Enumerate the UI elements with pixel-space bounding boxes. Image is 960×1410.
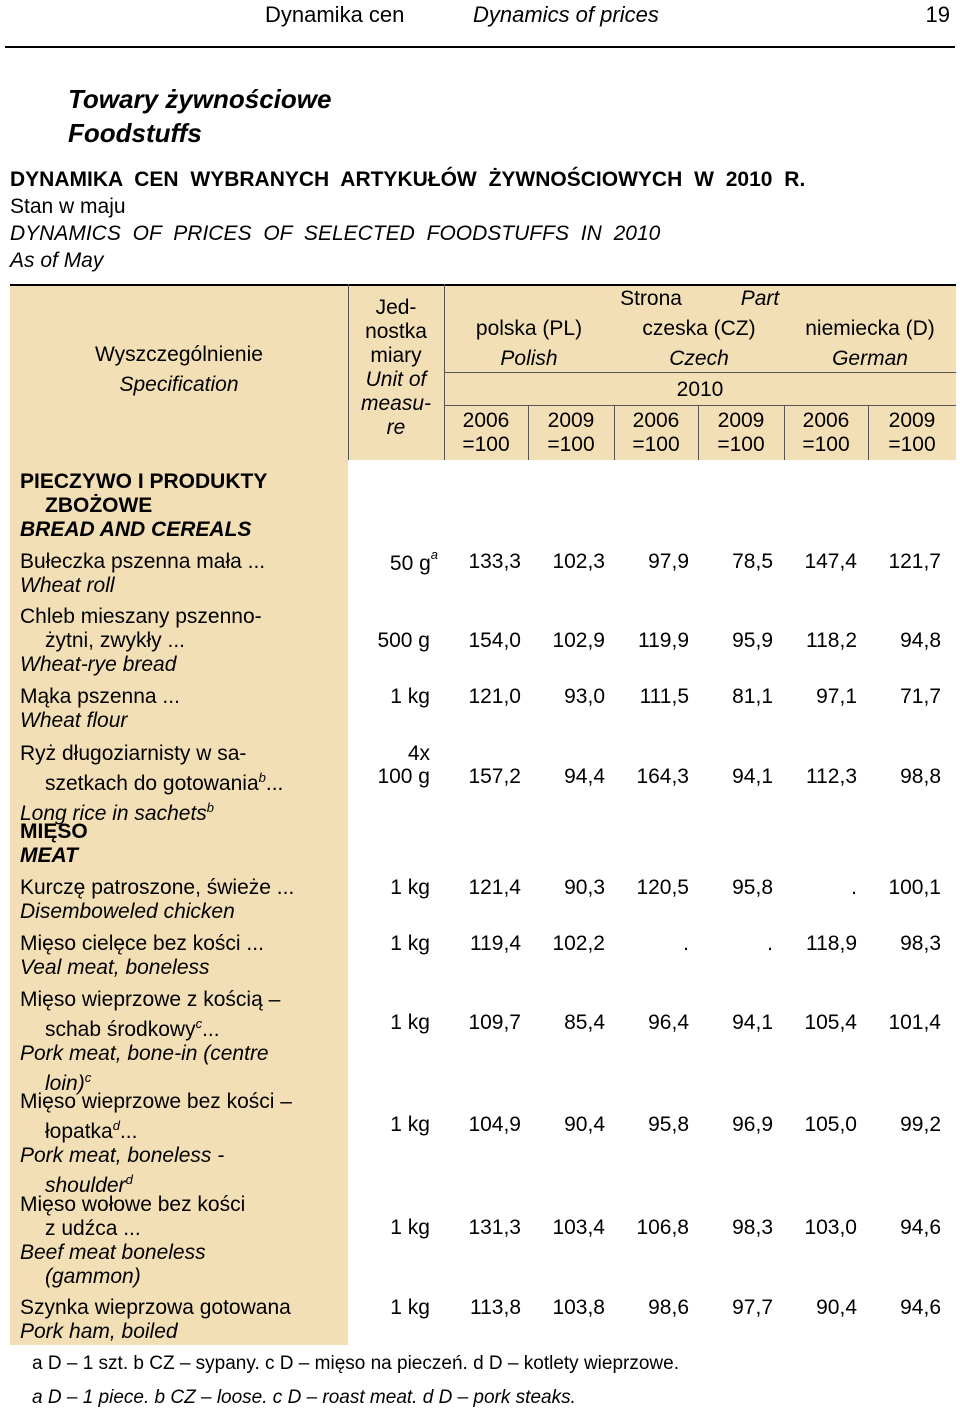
country-cz-label-en: Czech xyxy=(669,347,729,370)
index-value: 111,5 xyxy=(639,685,689,708)
index-value: 94,1 xyxy=(732,765,773,788)
row-label xyxy=(20,932,340,980)
group-heading-en: BREAD AND CEREALS xyxy=(20,518,252,541)
unit-cell xyxy=(360,547,438,576)
row-label-pl-text: Chleb mieszany pszenno- xyxy=(20,605,262,628)
index-value: 133,3 xyxy=(468,550,521,573)
row-label-en-text: Disemboweled chicken xyxy=(20,900,235,923)
row-label-pl-text: Ryż długoziarnisty w sa- xyxy=(20,742,247,765)
footnote-marker: a xyxy=(430,547,438,562)
country-pl-label: polska (PL) xyxy=(475,317,583,340)
unit-cell: 4x xyxy=(407,742,430,765)
header-base-rule xyxy=(444,405,956,406)
index-value: 103,8 xyxy=(552,1296,605,1319)
row-label xyxy=(20,685,340,733)
index-value: 147,4 xyxy=(804,550,857,573)
unit-value: 500 g xyxy=(377,629,430,652)
row-label-pl xyxy=(20,550,340,574)
row-label-pl-text: żytni, zwykły ... xyxy=(45,629,186,652)
country-header-cz xyxy=(614,317,784,371)
footnote-marker: b xyxy=(206,800,215,815)
row-label-en xyxy=(20,1265,340,1289)
unit-cell xyxy=(348,932,430,956)
row-label xyxy=(20,550,340,598)
country-cz-label: czeska (CZ) xyxy=(642,317,756,340)
index-value: 121,0 xyxy=(468,685,521,708)
index-value: 120,5 xyxy=(636,876,689,899)
row-label xyxy=(20,876,340,924)
unit-cell xyxy=(348,1216,430,1240)
unit-header-pl-line: miary xyxy=(370,344,422,367)
base-header xyxy=(528,409,614,457)
base-header xyxy=(444,409,528,457)
index-value: 119,4 xyxy=(470,932,521,955)
leader-dots: ... xyxy=(202,1018,220,1041)
index-value: . xyxy=(683,932,689,955)
table-subtitle-pl: Stan w maju xyxy=(10,195,126,218)
row-label-en xyxy=(20,956,340,980)
row-label-en-text: Veal meat, boneless xyxy=(20,956,210,979)
index-value: 94,1 xyxy=(732,1011,773,1034)
index-value: 105,0 xyxy=(804,1113,857,1136)
index-value: 102,2 xyxy=(552,932,605,955)
index-value: 102,3 xyxy=(552,550,605,573)
index-value: 95,8 xyxy=(732,876,773,899)
index-value: 102,9 xyxy=(552,629,605,652)
table-title xyxy=(10,166,805,274)
section-title-en: Foodstuffs xyxy=(68,118,202,148)
section-title-pl: Towary żywnościowe xyxy=(68,84,332,114)
row-label-pl xyxy=(20,876,340,900)
row-label xyxy=(20,1090,340,1198)
index-value: 101,4 xyxy=(888,1011,941,1034)
header-year-rule xyxy=(444,372,956,373)
row-label-pl xyxy=(20,1217,340,1241)
index-value: 90,4 xyxy=(816,1296,857,1319)
row-label-pl xyxy=(20,1114,340,1144)
base-index: =100 xyxy=(632,433,680,456)
index-value: 71,7 xyxy=(900,685,941,708)
row-label-en-text: shoulder xyxy=(45,1174,126,1197)
row-label-en-text: Long rice in sachets xyxy=(20,802,207,825)
index-value: 96,9 xyxy=(732,1113,773,1136)
index-value: 81,1 xyxy=(732,685,773,708)
index-value: 105,4 xyxy=(804,1011,857,1034)
row-label-pl xyxy=(20,1090,340,1114)
footnote-marker: b xyxy=(258,770,266,785)
index-value: 131,3 xyxy=(468,1216,521,1239)
base-index: =100 xyxy=(802,433,850,456)
row-label-pl xyxy=(20,685,340,709)
base-header xyxy=(698,409,784,457)
row-label-en-text: Pork ham, boiled xyxy=(20,1320,178,1343)
row-label xyxy=(20,742,340,826)
base-index: =100 xyxy=(717,433,765,456)
unit-header-pl-line: Jed- xyxy=(375,296,417,319)
base-index: =100 xyxy=(547,433,595,456)
base-year: 2006 xyxy=(462,409,510,432)
index-value: 121,4 xyxy=(468,876,521,899)
unit-value: 1 kg xyxy=(390,1296,430,1319)
unit-cell xyxy=(348,629,430,653)
index-value: 98,8 xyxy=(900,765,941,788)
row-label-pl-text: łopatka xyxy=(45,1120,113,1143)
row-label-pl xyxy=(20,1012,340,1042)
country-header-de xyxy=(784,317,956,371)
unit-cell xyxy=(348,876,430,900)
row-label-en xyxy=(20,574,340,598)
footnote-pl: a D – 1 szt. b CZ – sypany. c D – mięso na pieczeń. d D – kotlety wieprzowe. xyxy=(32,1353,679,1374)
row-label-pl xyxy=(20,742,340,766)
base-index: =100 xyxy=(888,433,936,456)
index-value: 113,8 xyxy=(470,1296,521,1319)
row-label-pl-text: z udźca ... xyxy=(45,1217,141,1240)
row-label-pl xyxy=(20,1193,340,1217)
index-value: 98,3 xyxy=(900,932,941,955)
index-value: 99,2 xyxy=(900,1113,941,1136)
base-header xyxy=(868,409,956,457)
group-heading-pl: ZBOŻOWE xyxy=(45,494,153,517)
row-label-en-text: (gammon) xyxy=(45,1265,141,1288)
index-value: 94,6 xyxy=(900,1216,941,1239)
base-year: 2006 xyxy=(632,409,680,432)
table-subtitle-en: As of May xyxy=(10,249,104,272)
row-label-pl xyxy=(20,629,340,653)
footnote-marker: c xyxy=(195,1016,203,1031)
table-title-pl: DYNAMIKA CEN WYBRANYCH ARTYKUŁÓW ŻYWNOŚCIOWYCH W 2010 R. xyxy=(10,168,806,191)
group-heading-bread xyxy=(20,470,267,542)
row-label-pl xyxy=(20,1296,340,1320)
index-value: 85,4 xyxy=(564,1011,605,1034)
group-heading-pl: MIĘSO xyxy=(20,820,88,843)
index-value: 90,4 xyxy=(564,1113,605,1136)
unit-cell xyxy=(348,685,430,709)
footnote-marker: d xyxy=(125,1172,133,1187)
unit-cell xyxy=(348,1113,430,1137)
index-value: 78,5 xyxy=(732,550,773,573)
footnote-marker: c xyxy=(84,1070,92,1085)
unit-value: 1 kg xyxy=(390,876,430,899)
row-label-en-text: Beef meat boneless xyxy=(20,1241,206,1264)
row-label-pl xyxy=(20,766,340,796)
base-year: 2006 xyxy=(802,409,850,432)
index-value: 104,9 xyxy=(468,1113,521,1136)
page-number: 19 xyxy=(925,2,950,27)
row-label-pl xyxy=(20,932,340,956)
unit-value: 50 g xyxy=(389,552,431,575)
index-value: 103,0 xyxy=(804,1216,857,1239)
index-value: 157,2 xyxy=(468,765,521,788)
index-value: 97,9 xyxy=(648,550,689,573)
part-header-pl: Strona xyxy=(620,287,682,310)
index-value: . xyxy=(767,932,773,955)
row-label-en xyxy=(20,1042,340,1066)
row-label-pl-text: Kurczę patroszone, świeże ... xyxy=(20,876,295,899)
index-value: 94,6 xyxy=(900,1296,941,1319)
index-value: 95,8 xyxy=(648,1113,689,1136)
index-value: 103,4 xyxy=(552,1216,605,1239)
row-label-pl-text: Szynka wieprzowa gotowana xyxy=(20,1296,291,1319)
index-value: 96,4 xyxy=(648,1011,689,1034)
base-index: =100 xyxy=(462,433,510,456)
country-de-label-en: German xyxy=(832,347,908,370)
header-title-pl: Dynamika cen xyxy=(265,2,405,27)
spec-header-pl: Wyszczególnienie xyxy=(95,343,263,366)
index-value: . xyxy=(851,876,857,899)
footnote-en: a D – 1 piece. b CZ – loose. c D – roast meat. d D – pork steaks. xyxy=(32,1387,576,1408)
unit-header-en-line: measu- xyxy=(360,392,432,415)
row-label-pl-text: Mięso wieprzowe bez kości – xyxy=(20,1090,292,1113)
row-label-en-text: Wheat flour xyxy=(20,709,128,732)
row-label-pl-text: schab środkowy xyxy=(45,1018,196,1041)
section-title xyxy=(68,82,331,150)
index-value: 90,3 xyxy=(564,876,605,899)
row-label xyxy=(20,988,340,1096)
index-value: 119,9 xyxy=(638,629,689,652)
footnote-marker: d xyxy=(112,1118,120,1133)
base-year: 2009 xyxy=(717,409,765,432)
unit-value: 1 kg xyxy=(390,932,430,955)
row-label-en-text: Pork meat, bone-in (centre xyxy=(20,1042,269,1065)
leader-dots: ... xyxy=(265,772,284,795)
index-value: 98,6 xyxy=(648,1296,689,1319)
index-value: 94,8 xyxy=(900,629,941,652)
unit-cell xyxy=(348,1296,430,1320)
row-label-en-text: Wheat roll xyxy=(20,574,115,597)
unit-value: 1 kg xyxy=(390,685,430,708)
unit-header xyxy=(348,296,444,440)
row-label-en-text: loin) xyxy=(45,1072,85,1095)
base-header xyxy=(614,409,698,457)
country-de-label: niemiecka (D) xyxy=(805,317,935,340)
row-label-en xyxy=(20,1144,340,1168)
part-header-en: Part xyxy=(740,287,780,310)
base-header xyxy=(784,409,868,457)
row-label-pl-text: szetkach do gotowania xyxy=(45,772,259,795)
row-label-en xyxy=(20,900,340,924)
index-value: 97,7 xyxy=(732,1296,773,1319)
unit-value: 1 kg xyxy=(390,1011,430,1034)
row-label-en-text: Pork meat, boneless - xyxy=(20,1144,225,1167)
row-label-pl xyxy=(20,988,340,1012)
row-label xyxy=(20,605,340,677)
unit-cell xyxy=(348,765,430,789)
index-value: 118,2 xyxy=(806,629,857,652)
unit-header-en-line: re xyxy=(386,416,406,439)
spec-header-en: Specification xyxy=(119,373,239,396)
row-label-en-text: Wheat-rye bread xyxy=(20,653,177,676)
index-value: 98,3 xyxy=(732,1216,773,1239)
base-year: 2009 xyxy=(547,409,595,432)
index-value: 97,1 xyxy=(816,685,857,708)
unit-value: 1 kg xyxy=(390,1113,430,1136)
index-value: 112,3 xyxy=(806,765,857,788)
country-pl-label-en: Polish xyxy=(500,347,558,370)
index-value: 118,9 xyxy=(806,932,857,955)
table-title-en: DYNAMICS OF PRICES OF SELECTED FOODSTUFFS IN 2010 xyxy=(10,222,661,245)
group-heading-pl: PIECZYWO I PRODUKTY xyxy=(20,470,268,493)
row-label-en xyxy=(20,1320,340,1344)
unit-value: 1 kg xyxy=(390,1216,430,1239)
index-value: 154,0 xyxy=(468,629,521,652)
unit-cell xyxy=(348,1011,430,1035)
index-value: 100,1 xyxy=(888,876,941,899)
year-header: 2010 xyxy=(676,378,724,401)
page-header xyxy=(0,0,960,48)
row-label-pl-text: Bułeczka pszenna mała ... xyxy=(20,550,266,573)
index-value: 109,7 xyxy=(468,1011,521,1034)
row-label-pl-text: Mąka pszenna ... xyxy=(20,685,180,708)
row-label-pl-text: Mięso cielęce bez kości ... xyxy=(20,932,264,955)
spec-header xyxy=(10,340,348,400)
unit-header-en-line: Unit of xyxy=(365,368,427,391)
header-title-en: Dynamics of prices xyxy=(473,2,659,27)
row-label-pl-text: Mięso wieprzowe z kością – xyxy=(20,988,281,1011)
row-label xyxy=(20,1296,340,1344)
leader-dots: ... xyxy=(119,1120,138,1143)
index-value: 164,3 xyxy=(636,765,689,788)
row-label xyxy=(20,1193,340,1289)
group-heading-meat xyxy=(20,820,88,868)
index-value: 95,9 xyxy=(732,629,773,652)
row-label-en xyxy=(20,1241,340,1265)
base-year: 2009 xyxy=(888,409,936,432)
row-label-pl xyxy=(20,605,340,629)
table-top-rule xyxy=(10,284,956,286)
unit-value: 100 g xyxy=(377,765,430,788)
group-heading-en: MEAT xyxy=(20,844,78,867)
unit-header-pl-line: nostka xyxy=(365,320,427,343)
row-label-pl-text: Mięso wołowe bez kości xyxy=(20,1193,246,1216)
index-value: 93,0 xyxy=(564,685,605,708)
index-value: 94,4 xyxy=(564,765,605,788)
row-label-en xyxy=(20,796,340,826)
row-label-en xyxy=(20,653,340,677)
index-value: 121,7 xyxy=(888,550,941,573)
country-header-pl xyxy=(444,317,614,371)
index-value: 106,8 xyxy=(636,1216,689,1239)
row-label-en xyxy=(20,709,340,733)
header-divider xyxy=(5,46,955,48)
